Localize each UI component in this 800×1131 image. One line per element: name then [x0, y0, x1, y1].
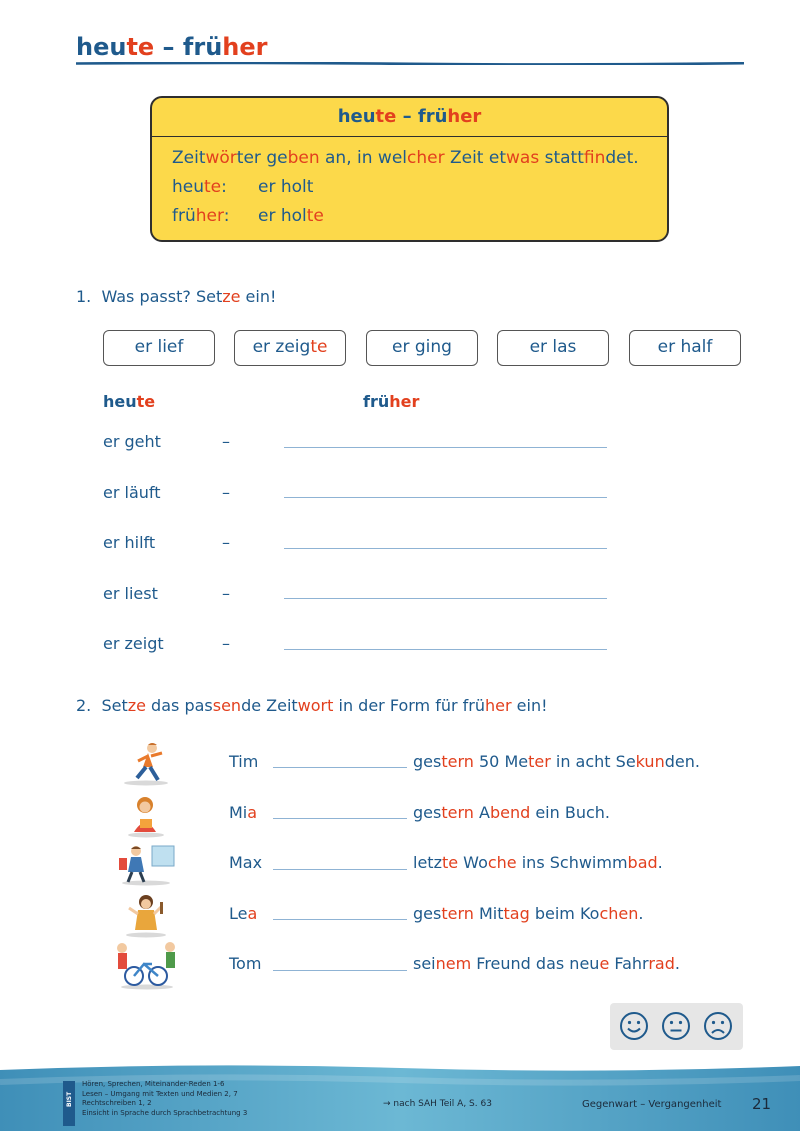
dash: –	[222, 432, 230, 451]
word-box-er-ging[interactable]: er ging	[366, 330, 478, 366]
page-title: heute – früher	[76, 33, 268, 61]
footer-topic: Gegenwart – Vergangenheit	[582, 1099, 722, 1110]
happy-smiley-icon[interactable]	[619, 1011, 649, 1041]
title-underline	[76, 62, 744, 65]
answer-line[interactable]	[273, 818, 407, 819]
child-name: Max	[229, 853, 263, 872]
neutral-smiley-icon[interactable]	[661, 1011, 691, 1041]
answer-line[interactable]	[284, 497, 607, 498]
verb-row-label: er liest	[103, 584, 158, 603]
word-box-er-zeigte[interactable]: er zeigte	[234, 330, 346, 366]
footer-standards: Hören, Sprechen, Miteinander-Reden 1-6 Lesen – Umgang mit Texten und Medien 2, 7 Rechtschreiben 1, 2 Einsicht in Sprache durch Sprachbetrachtung 3	[82, 1080, 248, 1117]
dash: –	[222, 483, 230, 502]
answer-line[interactable]	[284, 649, 607, 650]
bicycle-boys-illustration	[110, 938, 184, 990]
column-heading-past: früher	[363, 392, 420, 411]
answer-line[interactable]	[284, 548, 607, 549]
footer-reference: → nach SAH Teil A, S. 63	[383, 1099, 492, 1109]
child-name: Tom	[229, 954, 262, 973]
word-box-er-lief[interactable]: er lief	[103, 330, 215, 366]
answer-line[interactable]	[284, 598, 607, 599]
rule-sentence: Zeitwörter geben an, in welcher Zeit etwas stattfindet.	[172, 148, 639, 168]
bist-badge: BIST	[63, 1081, 75, 1126]
word-box-er-las[interactable]: er las	[497, 330, 609, 366]
answer-line[interactable]	[273, 970, 407, 971]
answer-line[interactable]	[273, 869, 407, 870]
child-name: Lea	[229, 904, 258, 923]
rule-row-present: heute: er holt	[172, 177, 314, 197]
task2-instruction: 2. Setze das passende Zeitwort in der Form für früher ein!	[76, 696, 548, 715]
swimming-boy-illustration	[110, 840, 182, 886]
dash: –	[222, 584, 230, 603]
verb-row-label: er geht	[103, 432, 161, 451]
dash: –	[222, 533, 230, 552]
sentence-text: gestern Abend ein Buch.	[413, 803, 610, 822]
reading-girl-illustration	[110, 792, 182, 838]
rule-row-past: früher: er holte	[172, 206, 324, 226]
verb-row-label: er läuft	[103, 483, 161, 502]
dash: –	[222, 634, 230, 653]
word-box-er-half[interactable]: er half	[629, 330, 741, 366]
answer-line[interactable]	[273, 767, 407, 768]
sentence-text: gestern Mittag beim Kochen.	[413, 904, 644, 923]
answer-line[interactable]	[284, 447, 607, 448]
rule-box-text	[172, 144, 639, 231]
answer-line[interactable]	[273, 919, 407, 920]
sentence-text: seinem Freund das neue Fahrrad.	[413, 954, 680, 973]
task1-instruction: 1. Was passt? Setze ein!	[76, 287, 277, 306]
sentence-text: gestern 50 Meter in acht Sekunden.	[413, 752, 700, 771]
child-name: Mia	[229, 803, 258, 822]
sentence-text: letzte Woche ins Schwimmbad.	[413, 853, 663, 872]
self-assessment-box	[610, 1003, 743, 1050]
cooking-girl-illustration	[110, 892, 182, 938]
column-heading-present: heute	[103, 392, 156, 411]
verb-row-label: er hilft	[103, 533, 156, 552]
rule-box	[150, 96, 669, 242]
rule-box-heading: heute – früher	[152, 98, 667, 137]
running-boy-illustration	[110, 740, 182, 786]
child-name: Tim	[229, 752, 259, 771]
verb-row-label: er zeigt	[103, 634, 164, 653]
sad-smiley-icon[interactable]	[703, 1011, 733, 1041]
page-number: 21	[752, 1095, 772, 1113]
